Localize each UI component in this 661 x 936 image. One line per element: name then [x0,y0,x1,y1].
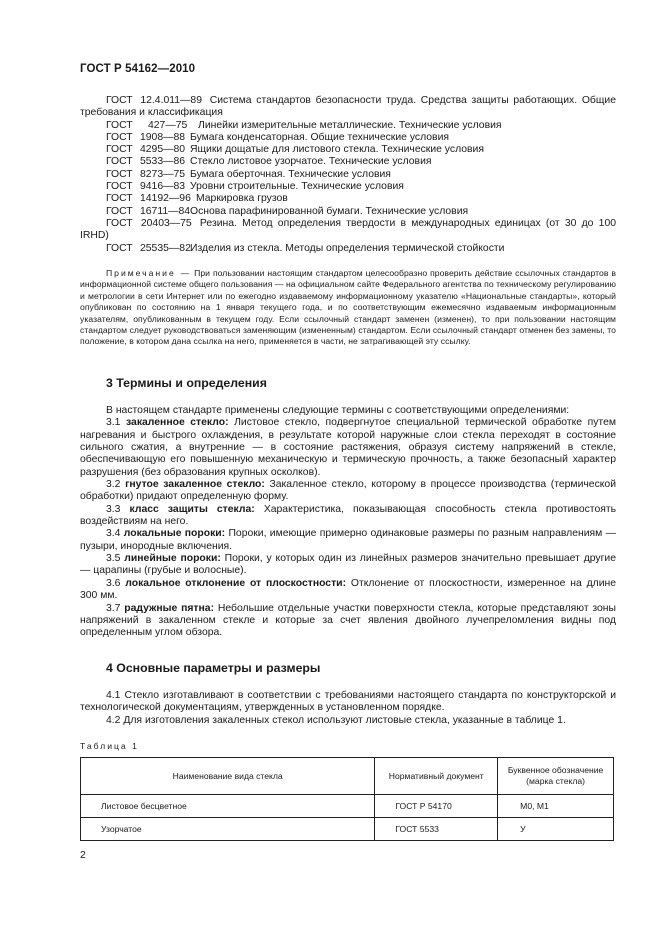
reference-item: ГОСТ 4295—80 Ящики дощатые для листового стекла. Технические условия [106,144,484,156]
reference-item: ГОСТ 25535—82 Изделия из стекла. Методы определения термической стойкости [106,242,505,254]
table-cell: ГОСТ 5533 [375,818,498,841]
table-header-cell: Нормативный документ [375,758,498,795]
table-cell: М0, М1 [498,795,614,818]
reference-item: ГОСТ 14192—96 Маркировка грузов [106,193,288,205]
table-header-cell: Наименование вида стекла [81,758,375,795]
term-definition: 3.6 локальное отклонение от плоскостности: Отклонение от плоскостности, измеренное на длине 300 мм. [80,577,617,602]
table-cell: ГОСТ Р 54170 [375,795,498,818]
table-row [81,795,614,818]
reference-item: ГОСТ 8273—75 Бумага оберточная. Технические условия [106,168,391,180]
table-header-row [81,758,614,795]
reference-item: ГОСТ 16711—84 Основа парафинированной бумаги. Технические условия [106,205,469,217]
note-text: При пользовании настоящим стандартом целесообразно проверить действие ссылочных стандартов в информационной системе общего пользования — на официальном сайте Федерального агентства по техническому регулированию и метрологии в сети Интернет или по ежегодно издаваемому информационному указателю «Национальные стандарты», который опубликован по состоянию на 1 января текущего года, и по соответствующим ежемесячно издаваемым информационным указателям, опубликованным в текущем году. Если ссылочный стандарт заменен (изменен), то при пользовании настоящим стандартом следует руководствоваться заменяющим (измененным) стандартом. Если ссылочный стандарт отменен без замены, то положение, в котором дана ссылка на него, применяется в части, не затрагивающей эту ссылку. [80,268,616,347]
table-caption: Таблица 1 [80,741,139,751]
term-definition: 3.2 гнутое закаленное стекло: Закаленное стекло, которому в процессе производства (термической обработки) придают определенную форму. [80,479,617,503]
reference-item: ГОСТ 20403—75 Резина. Метод определения твердости в международных единицах (от 30 до 100 IRHD) [80,217,617,242]
section-4-heading: 4 Основные параметры и размеры [106,661,321,675]
section-4-paragraph: 4.1 Стекло изготавливают в соответствии с требованиями настоящего стандарта по конструкторской и технологической документациям, утвержденных в установленном порядке. [80,690,616,714]
section-3-heading: 3 Термины и определения [106,376,267,390]
section-3-body [80,405,616,640]
table-cell: Узорчатое [81,818,375,841]
table-cell: У [498,818,614,841]
section-4-paragraph: 4.2 Для изготовления закаленных стекол используют листовые стекла, указанные в таблице 1. [106,714,566,726]
table-row [81,818,614,841]
reference-item: ГОСТ 9416—83 Уровни строительные. Технические условия [106,181,404,193]
table-header-cell: Буквенное обозначение (марка стекла) [498,758,614,795]
reference-item: ГОСТ 1908—88 Бумага конденсаторная. Общие технические условия [106,131,450,143]
page-number: 2 [80,850,86,861]
reference-item: ГОСТ 5533—86 Стекло листовое узорчатое. Технические условия [106,156,432,168]
term-definition: 3.7 радужные пятна: Небольшие отдельные участки поверхности стекла, которые представляют зоны напряжений в закаленном стекле и которые за счет явления двойного лучепреломления видны под определенным углом обзора. [80,602,616,639]
section-3-intro: В настоящем стандарте применены следующие термины с соответствующими определениями: [106,405,570,416]
term-definition: 3.3 класс защиты стекла: Характеристика, показывающая способность стекла противостоять воздействиям на него. [80,503,617,528]
reference-item: ГОСТ 12.4.011—89 Система стандартов безопасности труда. Средства защиты работающих. Общие требования и классификация [80,95,616,119]
note-lead: Примечание — [106,268,192,278]
term-definition: 3.1 закаленное стекло: Листовое стекло, подвергнутое специальной термической обработке путем нагревания и быстрого охлаждения, в результате которой наружные слои стекла переходят в состояние сильного сжатия, а внутренние — в состояние растяжения, образуя систему напряжений в стекле, обеспечивающую его повышенную механическую и термическую прочность, а также безопасный характер разрушения (без образования крупных осколков). [80,417,616,478]
normative-references-list [80,95,616,255]
glass-types-table [80,757,614,841]
term-definition: 3.4 локальные пороки: Пороки, имеющие примерно одинаковые размеры по разным направлениям — пузыри, инородные включения. [80,528,616,552]
term-definition: 3.5 линейные пороки: Пороки, у которых один из линейных размеров значительно превышает другие — царапины (грубые и волосные). [80,553,616,577]
references-note [80,268,616,348]
page-header-standard: ГОСТ Р 54162—2010 [80,63,196,75]
section-4-body [80,690,616,727]
table-cell: Листовое бесцветное [81,795,375,818]
reference-item: ГОСТ 427—75 Линейки измерительные металлические. Технические условия [106,119,502,131]
